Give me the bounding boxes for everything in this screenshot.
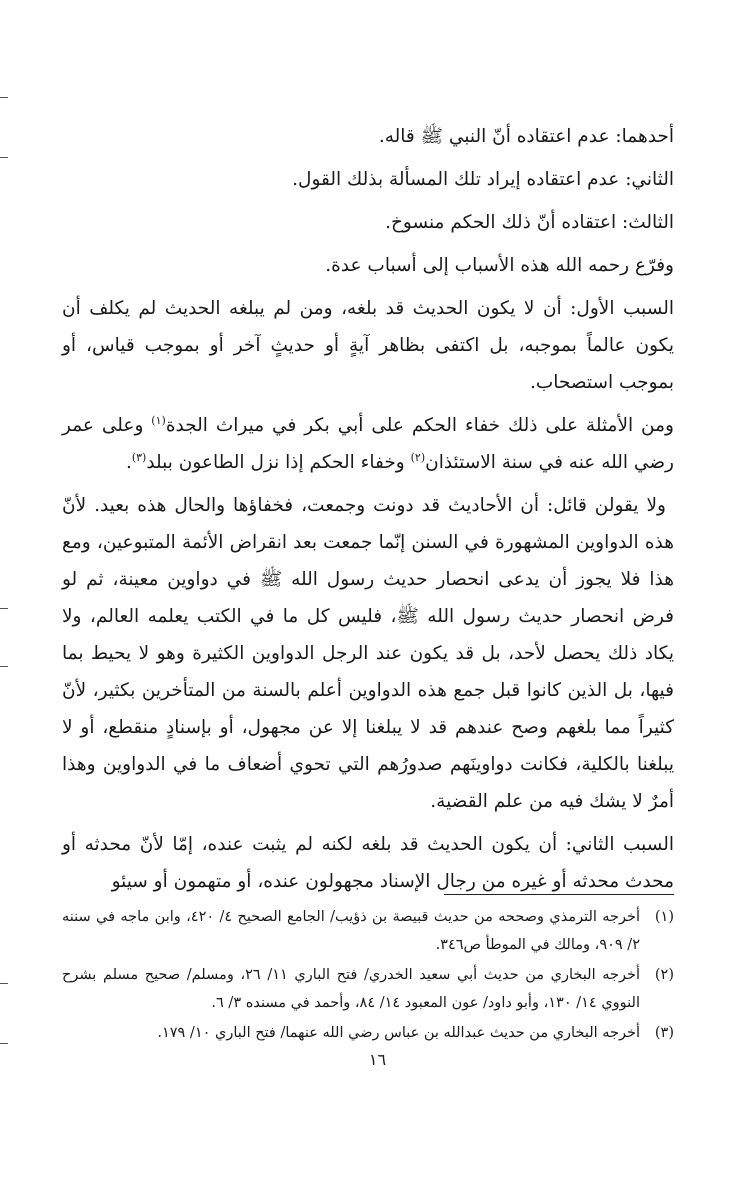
footnote-ref-3[interactable]: (٣) xyxy=(131,450,147,464)
footnote xyxy=(62,1019,674,1047)
footnote-text: أخرجه البخاري من حديث أبي سعيد الخدري/ فتح الباري ١١/ ٢٦، ومسلم/ صحيح مسلم بشرح النووي ١٤/ ١٣٠، وأبو داود/ عون المعبود ١٤/ ٨٤، وأحمد في مسنده ٣/ ٦. xyxy=(62,967,640,1011)
footnote xyxy=(62,903,674,959)
footnote-text: أخرجه البخاري من حديث عبدالله بن عباس رضي الله عنهما/ فتح الباري ١٠/ ١٧٩. xyxy=(157,1025,640,1041)
margin-mark xyxy=(0,608,8,609)
footnote-number: (٣) xyxy=(654,1025,674,1041)
paragraph: السبب الأول: أن لا يكون الحديث قد بلغه، ومن لم يبلغه الحديث لم يكلف أن يكون عالماً بموجبه، بل اكتفى بظاهر آيةٍ أو حديثٍ آخر أو بموجب قياس، أو بموجب استصحاب. xyxy=(62,298,674,393)
text-run: . xyxy=(125,452,132,473)
footnote-ref-1[interactable]: (١) xyxy=(151,413,166,427)
text-run: ومن الأمثلة على ذلك خفاء الحكم على أبي بكر في ميراث الجدة xyxy=(165,415,674,436)
margin-mark xyxy=(0,97,8,98)
text-run: وعلى عمر رضي الله عنه في سنة الاستئذان xyxy=(62,415,674,473)
margin-mark xyxy=(0,666,8,667)
footnote xyxy=(62,961,674,1017)
footnote-ref-2[interactable]: (٢) xyxy=(410,450,426,464)
margin-mark xyxy=(0,157,8,158)
footnote-number: (١) xyxy=(654,909,674,925)
paragraph-examples xyxy=(62,407,674,481)
footnote-divider xyxy=(444,894,674,895)
footnotes xyxy=(62,903,674,1049)
paragraph: وفرّع رحمه الله هذه الأسباب إلى أسباب عدة. xyxy=(325,255,674,276)
footnote-number: (٢) xyxy=(654,967,674,983)
paragraph: ولا يقولن قائل: أن الأحاديث قد دونت وجمعت، فخفاؤها والحال هذه بعيد. لأنّ هذه الدواوين المشهورة في السنن إنّما جمعت بعد انقراض الأئمة المتبوعين، ومع هذا فلا يجوز أن يدعى انحصار حديث رسول الله ﷺ في دواوين معينة، ثم لو فرض انحصار حديث رسول الله ﷺ، فليس كل ما في الكتب يعلمه العالم، ولا يكاد ذلك يحصل لأحد، بل قد يكون عند الرجل الدواوين الكثيرة وهو لا يحيط بما فيها، بل الذين كانوا قبل جمع هذه الدواوين أعلم بالسنة من المتأخرين بكثير، لأنّ كثيراً مما بلغهم وصح عندهم قد لا يبلغنا إلا عن مجهول، أو بإسنادٍ منقطع، أو لا يبلغنا بالكلية، فكانت دواوينَهم صدورُهم التي تحوي أضعاف ما في الدواوين وهذا أمرٌ لا يشك فيه من علم القضية. xyxy=(62,495,674,812)
paragraph: السبب الثاني: أن يكون الحديث قد بلغه لكنه لم يثبت عنده، إمّا لأنّ محدثه أو محدث محدثه أو غيره من رجال الإسناد مجهولون عنده، أو متهمون أو سيئو xyxy=(62,834,674,892)
paragraph: الثاني: عدم اعتقاده إيراد تلك المسألة بذلك القول. xyxy=(292,169,674,190)
margin-mark xyxy=(0,983,8,984)
main-text xyxy=(62,118,674,906)
margin-mark xyxy=(0,1043,8,1044)
footnote-text: أخرجه الترمذي وصححه من حديث قبيصة بن ذؤيب/ الجامع الصحيح ٤/ ٤٢٠، وابن ماجه في سننه ٢/ ٩٠٩، ومالك في الموطأ ص٣٤٦. xyxy=(62,909,640,953)
text-run: وخفاء الحكم إذا نزل الطاعون ببلد xyxy=(146,452,411,473)
paragraph: الثالث: اعتقاده أنّ ذلك الحكم منسوخ. xyxy=(385,212,674,233)
page-number: ١٦ xyxy=(368,1050,387,1069)
paragraph: أحدهما: عدم اعتقاده أنّ النبي ﷺ قاله. xyxy=(378,126,674,147)
